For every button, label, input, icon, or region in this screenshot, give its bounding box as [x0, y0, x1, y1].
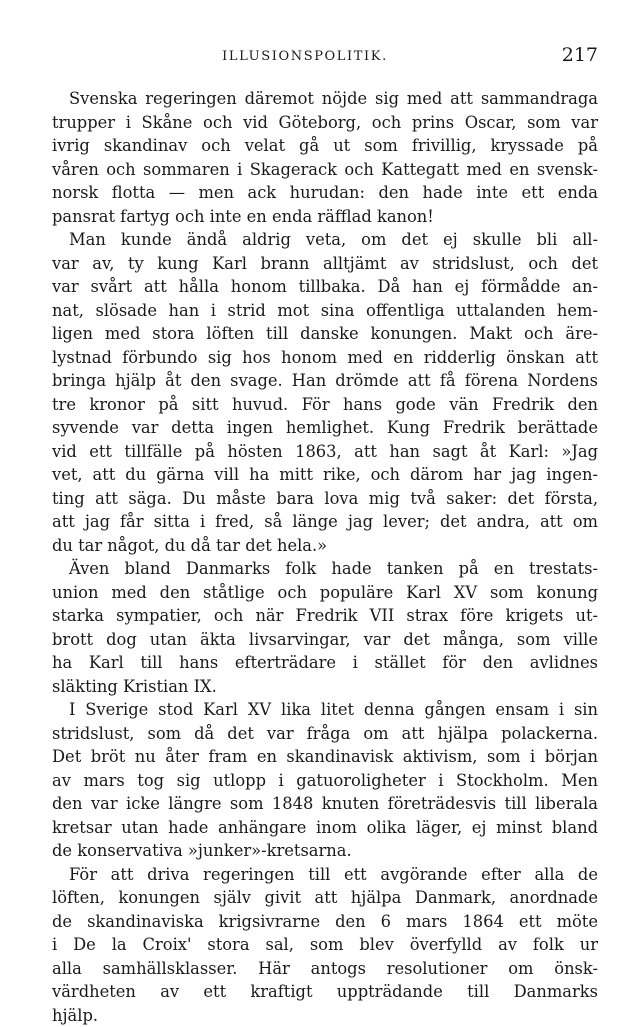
- text-line: kretsar utan hade anhängare inom olika läger, ej minst bland: [52, 816, 598, 840]
- text-line: var svårt att hålla honom tillbaka. Då han ej förmådde an-: [52, 275, 598, 299]
- text-line: den var icke längre som 1848 knuten företrädesvis till liberala: [52, 792, 598, 816]
- text-line: stridslust, som då det var fråga om att hjälpa polackerna.: [52, 722, 598, 746]
- text-line: vid ett tillfälle på hösten 1863, att han sagt åt Karl: »Jag: [52, 440, 598, 464]
- text-line: lystnad förbundo sig hos honom med en ridderlig önskan att: [52, 346, 598, 370]
- running-title: ILLUSIONSPOLITIK.: [52, 49, 598, 64]
- text-line: I Sverige stod Karl XV lika litet denna gången ensam i sin: [52, 698, 598, 722]
- text-line: ivrig skandinav och velat gå ut som frivillig, kryssade på: [52, 134, 598, 158]
- text-line: För att driva regeringen till ett avgörande efter alla de: [52, 863, 598, 887]
- text-line: Även bland Danmarks folk hade tanken på en trestats-: [52, 557, 598, 581]
- text-line: av mars tog sig utlopp i gatuoroligheter i Stockholm. Men: [52, 769, 598, 793]
- text-line: union med den ståtlige och populäre Karl XV som konung: [52, 581, 598, 605]
- running-head: [52, 40, 598, 70]
- page-number: 217: [562, 44, 598, 66]
- text-line: Man kunde ändå aldrig veta, om det ej skulle bli all-: [52, 228, 598, 252]
- text-line: tre kronor på sitt huvud. För hans gode vän Fredrik den: [52, 393, 598, 417]
- text-line: du tar något, du då tar det hela.»: [52, 534, 598, 558]
- text-line: släkting Kristian IX.: [52, 675, 598, 699]
- text-line: de skandinaviska krigsivrarne den 6 mars 1864 ett möte: [52, 910, 598, 934]
- text-line: nat, slösade han i strid mot sina offentliga uttalanden hem-: [52, 299, 598, 323]
- text-line: bringa hjälp åt den svage. Han drömde att få förena Nordens: [52, 369, 598, 393]
- text-line: värdheten av ett kraftigt uppträdande till Danmarks: [52, 980, 598, 1004]
- text-line: brott dog utan äkta livsarvingar, var det många, som ville: [52, 628, 598, 652]
- text-line: ting att säga. Du måste bara lova mig två saker: det första,: [52, 487, 598, 511]
- body-text: [52, 87, 598, 1027]
- text-line: alla samhällsklasser. Här antogs resolutioner om önsk-: [52, 957, 598, 981]
- text-line: vet, att du gärna vill ha mitt rike, och därom har jag ingen-: [52, 463, 598, 487]
- text-line: starka sympatier, och när Fredrik VII strax före krigets ut-: [52, 604, 598, 628]
- text-line: att jag får sitta i fred, så länge jag lever; det andra, att om: [52, 510, 598, 534]
- text-line: våren och sommaren i Skagerack och Kattegatt med en svensk-: [52, 158, 598, 182]
- text-line: hjälp.: [52, 1004, 598, 1027]
- text-line: i De la Croix' stora sal, som blev överfylld av folk ur: [52, 933, 598, 957]
- text-line: pansrat fartyg och inte en enda räfflad kanon!: [52, 205, 598, 229]
- text-line: trupper i Skåne och vid Göteborg, och prins Oscar, som var: [52, 111, 598, 135]
- text-line: Svenska regeringen däremot nöjde sig med att sammandraga: [52, 87, 598, 111]
- text-line: norsk flotta — men ack hurudan: den hade inte ett enda: [52, 181, 598, 205]
- text-line: syvende var detta ingen hemlighet. Kung Fredrik berättade: [52, 416, 598, 440]
- text-line: ligen med stora löften till danske konungen. Makt och äre-: [52, 322, 598, 346]
- text-line: ha Karl till hans efterträdare i stället för den avlidnes: [52, 651, 598, 675]
- text-line: löften, konungen själv givit att hjälpa Danmark, anordnade: [52, 886, 598, 910]
- text-line: var av, ty kung Karl brann alltjämt av stridslust, och det: [52, 252, 598, 276]
- text-line: Det bröt nu åter fram en skandinavisk aktivism, som i början: [52, 745, 598, 769]
- text-line: de konservativa »junker»-kretsarna.: [52, 839, 598, 863]
